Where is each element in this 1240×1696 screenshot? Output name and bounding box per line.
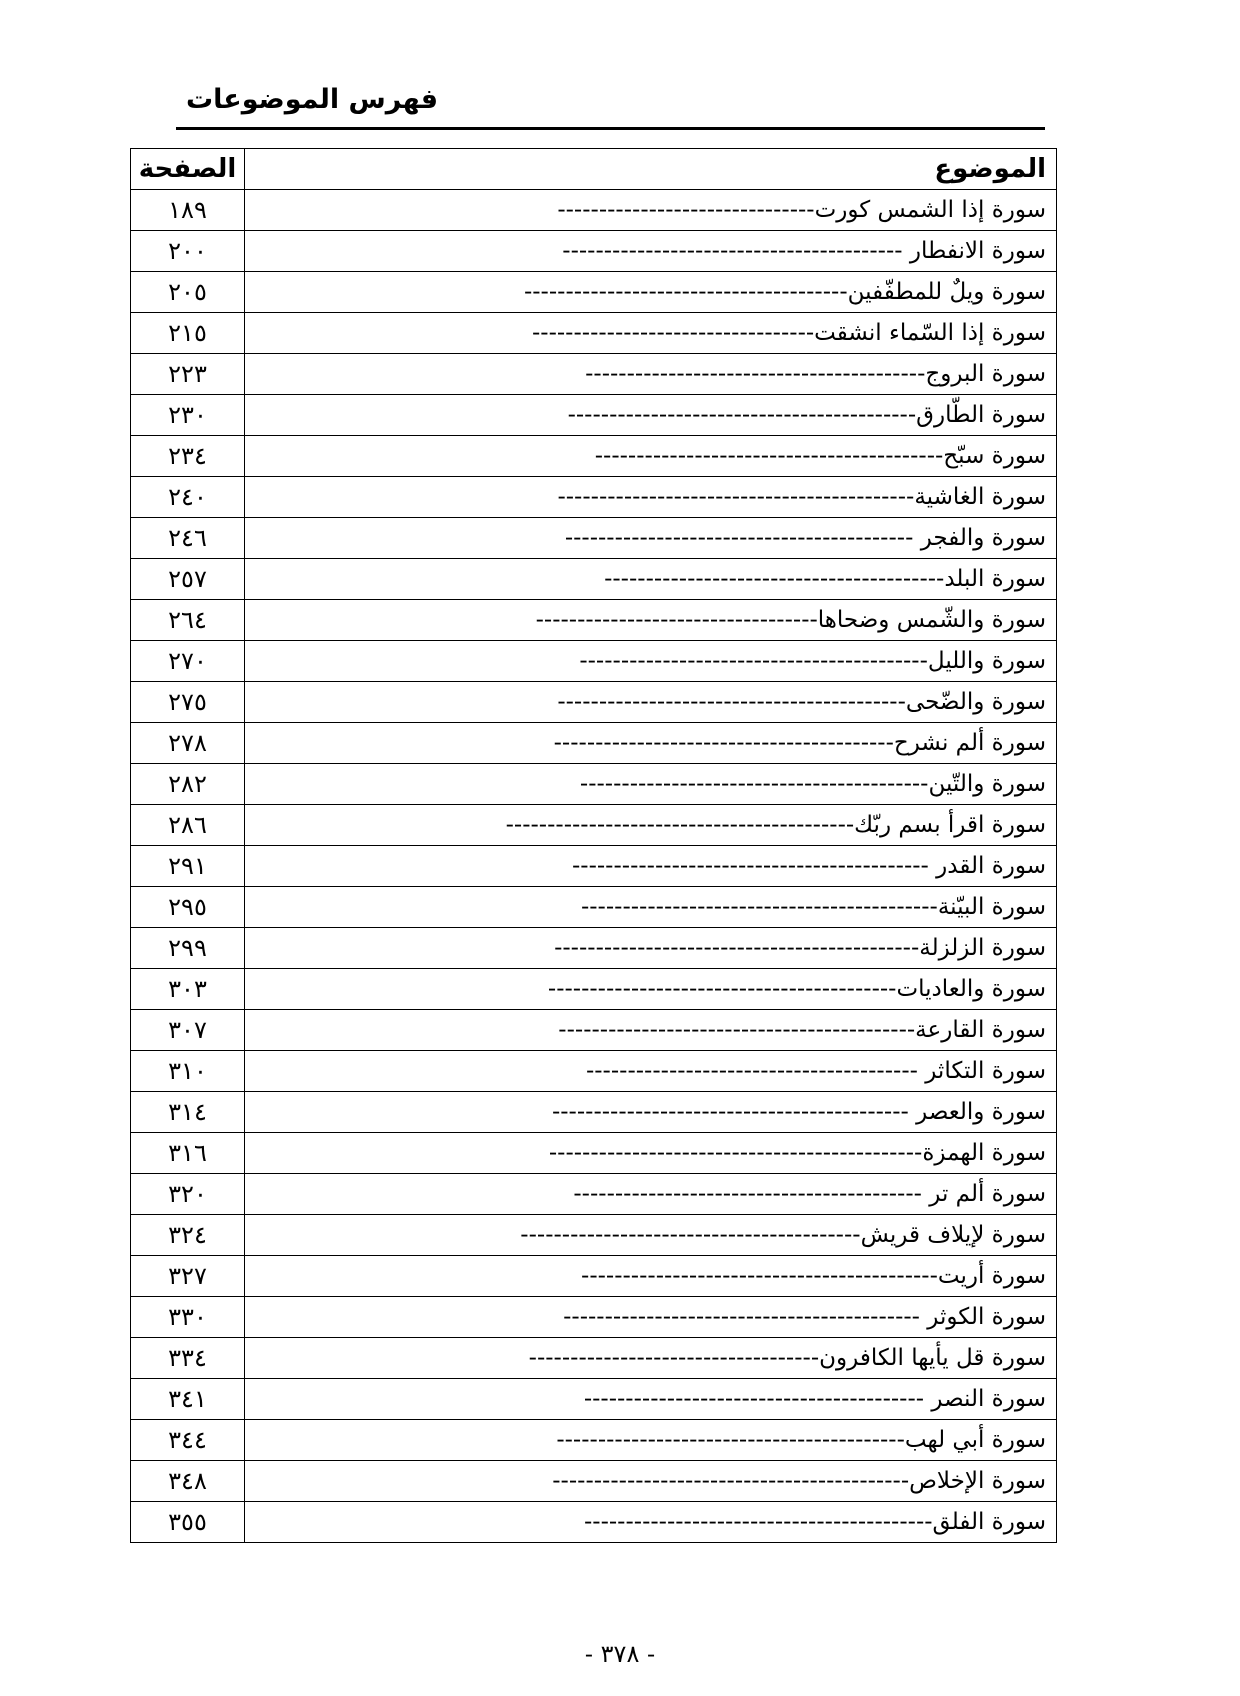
page-cell: ١٨٩ (131, 190, 245, 231)
table-row (131, 1461, 1057, 1502)
table-row (131, 764, 1057, 805)
table-row (131, 1502, 1057, 1543)
page-cell: ٢٤٠ (131, 477, 245, 518)
topic-cell: سورة والليل------------------------------------------ (245, 641, 1057, 682)
topic-cell: سورة الفلق------------------------------------------ (245, 1502, 1057, 1543)
topic-cell: سورة والضّحى------------------------------------------ (245, 682, 1057, 723)
page-cell: ٣١٤ (131, 1092, 245, 1133)
table-row (131, 354, 1057, 395)
column-header-topic: الموضوع (245, 149, 1057, 190)
table-row (131, 928, 1057, 969)
topic-cell: سورة القارعة------------------------------------------- (245, 1010, 1057, 1051)
table-row (131, 1215, 1057, 1256)
topic-cell: سورة ويلٌ للمطفّفين--------------------------------------- (245, 272, 1057, 313)
topic-cell: سورة ألم تر ------------------------------------------ (245, 1174, 1057, 1215)
page-cell: ٢٧٨ (131, 723, 245, 764)
table-row (131, 805, 1057, 846)
page-cell: ٣١٦ (131, 1133, 245, 1174)
page-cell: ٣٣٤ (131, 1338, 245, 1379)
page-cell: ٢٨٢ (131, 764, 245, 805)
topic-cell: سورة البلد----------------------------------------- (245, 559, 1057, 600)
toc-body (131, 190, 1057, 1543)
page-cell: ٢٦٤ (131, 600, 245, 641)
table-row (131, 190, 1057, 231)
column-header-page: الصفحة (131, 149, 245, 190)
topic-cell: سورة الهمزة--------------------------------------------- (245, 1133, 1057, 1174)
topic-cell: سورة البروج----------------------------------------- (245, 354, 1057, 395)
page-cell: ٣٢٤ (131, 1215, 245, 1256)
topic-cell: سورة والعصر ------------------------------------------- (245, 1092, 1057, 1133)
table-row (131, 313, 1057, 354)
topic-cell: سورة والتّين------------------------------------------ (245, 764, 1057, 805)
topic-cell: سورة أبي لهب------------------------------------------ (245, 1420, 1057, 1461)
table-row (131, 1010, 1057, 1051)
topic-cell: سورة الزلزلة-------------------------------------------- (245, 928, 1057, 969)
page-cell: ٣٤١ (131, 1379, 245, 1420)
table-row (131, 1420, 1057, 1461)
page-cell: ٣٤٤ (131, 1420, 245, 1461)
topic-cell: سورة الانفطار ----------------------------------------- (245, 231, 1057, 272)
table-row (131, 272, 1057, 313)
page-cell: ٢٢٣ (131, 354, 245, 395)
topic-cell: سورة القدر ------------------------------------------- (245, 846, 1057, 887)
table-row (131, 1051, 1057, 1092)
topic-cell: سورة والعاديات------------------------------------------ (245, 969, 1057, 1010)
page-cell: ٢٧٠ (131, 641, 245, 682)
table-row (131, 846, 1057, 887)
table-header-row (131, 149, 1057, 190)
topic-cell: سورة أريت------------------------------------------- (245, 1256, 1057, 1297)
topic-cell: سورة الغاشية------------------------------------------- (245, 477, 1057, 518)
topic-cell: سورة سبّح------------------------------------------ (245, 436, 1057, 477)
page-cell: ٣٣٠ (131, 1297, 245, 1338)
table-row (131, 1379, 1057, 1420)
table-row (131, 1092, 1057, 1133)
topic-cell: سورة الإخلاص------------------------------------------- (245, 1461, 1057, 1502)
topic-cell: سورة إذا السّماء انشقت---------------------------------- (245, 313, 1057, 354)
table-row (131, 723, 1057, 764)
topic-cell: سورة ألم نشرح----------------------------------------- (245, 723, 1057, 764)
page-cell: ٢٣٠ (131, 395, 245, 436)
page-cell: ٣٥٥ (131, 1502, 245, 1543)
page-cell: ٢٩١ (131, 846, 245, 887)
page-cell: ٢٩٩ (131, 928, 245, 969)
page-cell: ٣٢٠ (131, 1174, 245, 1215)
table-row (131, 682, 1057, 723)
topic-cell: سورة لإيلاف قريش----------------------------------------- (245, 1215, 1057, 1256)
table-row (131, 1174, 1057, 1215)
page-cell: ٢٠٥ (131, 272, 245, 313)
table-row (131, 559, 1057, 600)
topic-cell: سورة البيّنة------------------------------------------- (245, 887, 1057, 928)
page-cell: ٢٩٥ (131, 887, 245, 928)
page-cell: ٢٠٠ (131, 231, 245, 272)
table-row (131, 477, 1057, 518)
toc-table (130, 148, 1057, 1543)
topic-cell: سورة إذا الشمس كورت------------------------------- (245, 190, 1057, 231)
page-number: - ٣٧٨ - (584, 1640, 656, 1668)
page-cell: ٢٤٦ (131, 518, 245, 559)
page-cell: ٣٤٨ (131, 1461, 245, 1502)
topic-cell: سورة الكوثر ------------------------------------------- (245, 1297, 1057, 1338)
topic-cell: سورة اقرأ بسم ربّك------------------------------------------ (245, 805, 1057, 846)
table-row (131, 395, 1057, 436)
table-row (131, 641, 1057, 682)
page-cell: ٣٠٣ (131, 969, 245, 1010)
table-row (131, 600, 1057, 641)
table-row (131, 1133, 1057, 1174)
page-cell: ٣٢٧ (131, 1256, 245, 1297)
page-cell: ٣٠٧ (131, 1010, 245, 1051)
table-row (131, 1338, 1057, 1379)
topic-cell: سورة قل يأيها الكافرون----------------------------------- (245, 1338, 1057, 1379)
table-row (131, 969, 1057, 1010)
topic-cell: سورة النصر ----------------------------------------- (245, 1379, 1057, 1420)
page-cell: ٢١٥ (131, 313, 245, 354)
topic-cell: سورة الطّارق------------------------------------------ (245, 395, 1057, 436)
table-row (131, 1256, 1057, 1297)
page-cell: ٢٧٥ (131, 682, 245, 723)
page-title: فهرس الموضوعات (186, 84, 439, 115)
page-cell: ٣١٠ (131, 1051, 245, 1092)
table-row (131, 231, 1057, 272)
topic-cell: سورة والفجر ------------------------------------------ (245, 518, 1057, 559)
title-divider (176, 127, 1045, 130)
table-row (131, 436, 1057, 477)
page-cell: ٢٨٦ (131, 805, 245, 846)
topic-cell: سورة التكاثر ---------------------------------------- (245, 1051, 1057, 1092)
page-cell: ٢٥٧ (131, 559, 245, 600)
topic-cell: سورة والشّمس وضحاها---------------------------------- (245, 600, 1057, 641)
table-row (131, 887, 1057, 928)
table-row (131, 1297, 1057, 1338)
table-row (131, 518, 1057, 559)
page-cell: ٢٣٤ (131, 436, 245, 477)
